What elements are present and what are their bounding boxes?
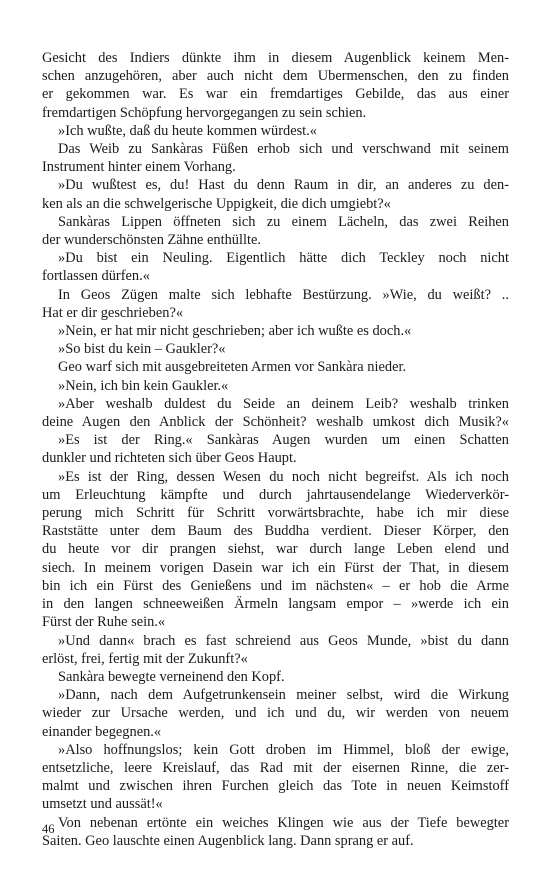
text-line: Instrument hinter einem Vorhang. bbox=[42, 159, 236, 176]
text-line: erlöst, frei, fertig mit der Zukunft?« bbox=[42, 650, 248, 667]
text-line: einander begegnen.« bbox=[42, 723, 162, 740]
text-line: Sankàras Lippen öffneten sich zu einem Lächeln, das zwei Reihen bbox=[58, 213, 509, 230]
text-line: »So bist du kein – Gaukler?« bbox=[58, 341, 226, 358]
text-line: Gesicht des Indiers dünkte ihm in diesem Augenblick keinem Men- bbox=[42, 50, 509, 66]
text-line: Raststätte unter dem Baum des Buddha verdient. Dieser Körper, den bbox=[42, 523, 509, 540]
text-line: der wunderschönsten Zähne enthüllte. bbox=[42, 232, 261, 249]
text-line: deine Augen den Anblick der Schönheit? weshalb umkost dich Musik?« bbox=[42, 414, 509, 431]
text-line: um Erleuchtung kämpfte und durch jahrtausendelange Wiederverkör- bbox=[42, 486, 509, 503]
page-number: 46 bbox=[42, 822, 55, 836]
text-line: »Dann, nach dem Aufgetrunkensein meiner selbst, wird die Wirkung bbox=[58, 687, 509, 704]
text-line: »Aber weshalb duldest du Seide an deinem Leib? weshalb trinken bbox=[58, 395, 509, 412]
text-line: Saiten. Geo lauschte einen Augenblick lang. Dann sprang er auf. bbox=[42, 832, 414, 849]
text-line: »Du bist ein Neuling. Eigentlich hätte dich Teckley noch nicht bbox=[58, 250, 509, 267]
text-line: wieder zur Ursache werden, und ich und du, wir werden von neuem bbox=[42, 705, 509, 722]
text-line: fortlassen dürfen.« bbox=[42, 268, 150, 285]
text-line: Hat er dir geschrieben?« bbox=[42, 304, 184, 321]
text-line: siech. In meinem vorigen Dasein war ich ein Fürst der That, in diesem bbox=[42, 559, 509, 576]
text-line: »Es ist der Ring, dessen Wesen du noch nicht begreifst. Als ich noch bbox=[58, 468, 509, 485]
text-line: »Also hoffnungslos; kein Gott droben im Himmel, bloß der ewige, bbox=[58, 741, 509, 758]
text-line: Von nebenan ertönte ein weiches Klingen wie aus der Tiefe bewegter bbox=[58, 814, 509, 831]
text-line: Das Weib zu Sankàras Füßen erhob sich und verschwand mit seinem bbox=[58, 141, 509, 158]
text-line: in den langen schneeweißen Ärmeln langsam empor – »werde ich ein bbox=[42, 596, 509, 613]
text-line: du heute vor dir prangen siehst, war durch lange Leben elend und bbox=[42, 541, 509, 558]
text-line: »Nein, ich bin kein Gaukler.« bbox=[58, 377, 229, 394]
text-line: »Du wußtest es, du! Hast du denn Raum in dir, an anderes zu den- bbox=[58, 177, 509, 194]
text-line: er gekommen war. Es war ein fremdartiges Gebilde, das aus einer bbox=[42, 86, 509, 103]
text-line: ken als an die schwelgerische Uppigkeit, die dich umgiebt?« bbox=[42, 195, 391, 212]
text-line: »Es ist der Ring.« Sankàras Augen wurden um einen Schatten bbox=[58, 432, 509, 449]
text-line: Sankàra bewegte verneinend den Kopf. bbox=[58, 668, 285, 685]
text-line: In Geos Zügen malte sich lebhafte Bestürzung. »Wie, du weißt? .. bbox=[58, 286, 509, 303]
text-line: entsetzliche, leere Kreislauf, das Rad mit der eisernen Rinne, die zer- bbox=[42, 759, 509, 776]
text-line: dunkler und richteten sich über Geos Haupt. bbox=[42, 450, 297, 467]
text-line: schen anzugehören, aber auch nicht dem Ubermenschen, den zu finden bbox=[42, 68, 509, 85]
text-line: bin ich ein Fürst des Genießens und im nächsten« – er hob die Arme bbox=[42, 577, 509, 594]
text-line: malmt und zwischen ihren Furchen gleich das Tote in neuen Keimstoff bbox=[42, 778, 509, 795]
book-page-text bbox=[42, 49, 509, 850]
text-line: Geo warf sich mit ausgebreiteten Armen vor Sankàra nieder. bbox=[58, 359, 407, 376]
text-line: Fürst der Ruhe sein.« bbox=[42, 614, 166, 631]
text-line: »Und dann« brach es fast schreiend aus Geos Munde, »bist du dann bbox=[58, 632, 509, 649]
text-line: »Ich wußte, daß du heute kommen würdest.« bbox=[58, 122, 317, 139]
text-line: umsetzt und aussät!« bbox=[42, 796, 163, 813]
text-line: fremdartigen Schöpfung hervorgegangen zu sein schien. bbox=[42, 104, 367, 121]
text-line: perung mich Schritt für Schritt vorwärtsbrachte, habe ich mir diese bbox=[42, 505, 509, 522]
text-line: »Nein, er hat mir nicht geschrieben; aber ich wußte es doch.« bbox=[58, 323, 412, 340]
